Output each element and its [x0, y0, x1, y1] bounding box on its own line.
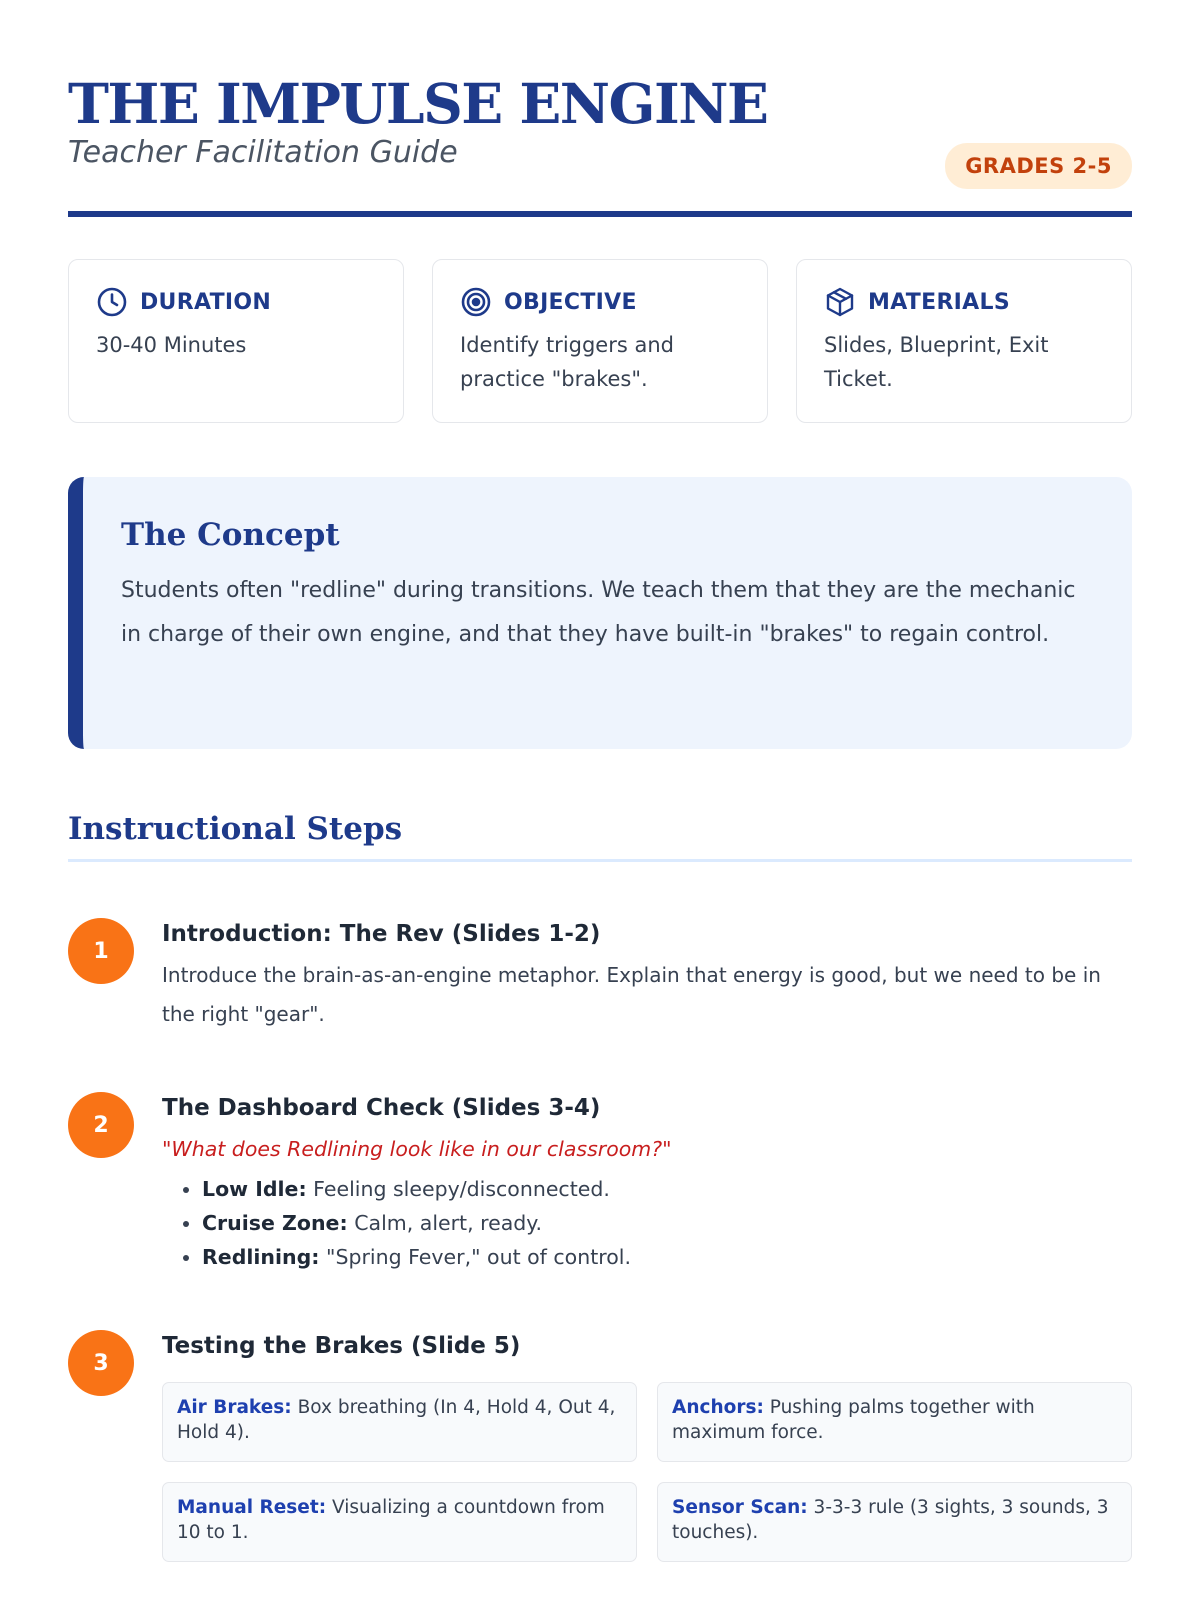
box-icon [824, 286, 856, 318]
dashboard-list [202, 1172, 1132, 1274]
step-number: 3 [68, 1330, 134, 1396]
page-title: THE IMPULSE ENGINE [68, 71, 768, 136]
brakes-grid [162, 1382, 1132, 1562]
duration-card [68, 259, 404, 423]
concept-text: Students often "redline" during transitions. We teach them that they are the mechanic in charge of their own engine, and that they have built-in "brakes" to regain control. [121, 578, 1076, 647]
brake-card: Sensor Scan: 3-3-3 rule (3 sights, 3 sounds, 3 touches). [657, 1482, 1132, 1562]
grade-badge: GRADES 2-5 [945, 143, 1132, 189]
brake-card: Anchors: Pushing palms together with maximum force. [657, 1382, 1132, 1462]
step-1 [68, 916, 1132, 1034]
info-cards [68, 259, 1132, 423]
step-quote: "What does Redlining look like in our classroom?" [162, 1137, 672, 1161]
page-header [68, 71, 1132, 217]
step-title: Introduction: The Rev (Slides 1-2) [162, 921, 601, 947]
list-item: • Redlining: "Spring Fever," out of control. [202, 1240, 1132, 1274]
materials-text: Slides, Blueprint, Exit Ticket. [824, 333, 1049, 391]
objective-card [432, 259, 768, 423]
list-item: • Cruise Zone: Calm, alert, ready. [202, 1206, 1132, 1240]
duration-title: DURATION [140, 289, 272, 315]
clock-icon [96, 286, 128, 318]
page-subtitle: Teacher Facilitation Guide [68, 135, 458, 170]
concept-title: The Concept [121, 517, 340, 553]
steps-heading: Instructional Steps [68, 811, 1132, 862]
materials-card [796, 259, 1132, 423]
objective-title: OBJECTIVE [504, 289, 637, 315]
step-title: Testing the Brakes (Slide 5) [162, 1333, 521, 1359]
materials-title: MATERIALS [868, 289, 1010, 315]
step-3 [68, 1328, 1132, 1562]
brake-card: Manual Reset: Visualizing a countdown from 10 to 1. [162, 1482, 637, 1562]
target-icon [460, 286, 492, 318]
concept-callout [68, 477, 1132, 749]
list-item: • Low Idle: Feeling sleepy/disconnected. [202, 1172, 1132, 1206]
step-title: The Dashboard Check (Slides 3-4) [162, 1095, 601, 1121]
step-number: 1 [68, 918, 134, 984]
objective-text: Identify triggers and practice "brakes". [460, 333, 674, 391]
duration-text: 30-40 Minutes [96, 333, 247, 357]
step-2 [68, 1090, 1132, 1274]
step-text: Introduce the brain-as-an-engine metaphor. Explain that energy is good, but we need to be in the right "gear". [162, 963, 1101, 1026]
brake-card: Air Brakes: Box breathing (In 4, Hold 4, Out 4, Hold 4). [162, 1382, 637, 1462]
step-number: 2 [68, 1092, 134, 1158]
